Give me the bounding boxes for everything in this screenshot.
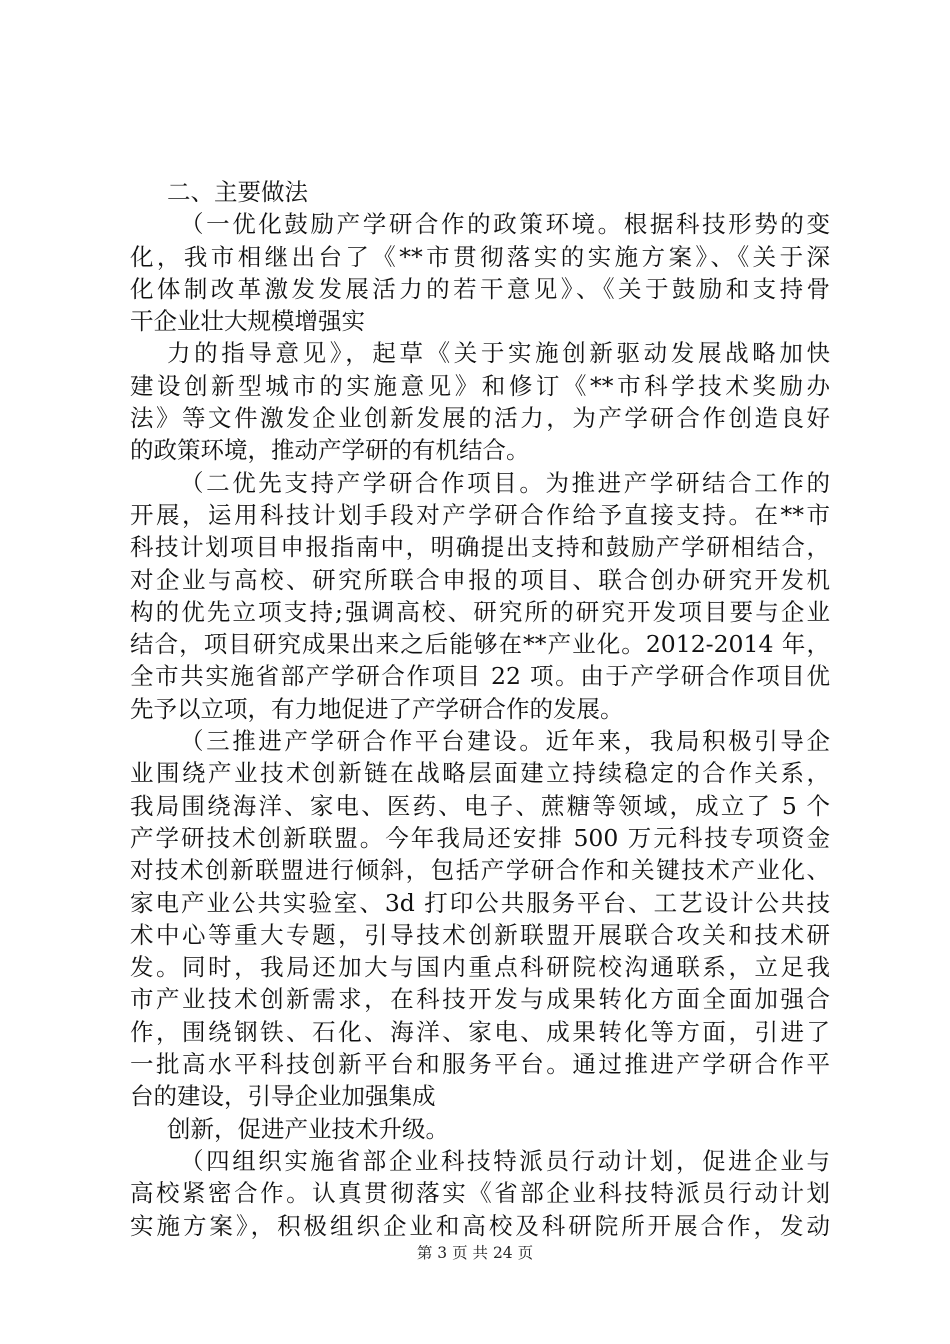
text-line: 我局围绕海洋、家电、医药、电子、蔗糖等领域，成立了 5 个 <box>130 791 830 820</box>
text-line: 结合，项目研究成果出来之后能够在**产业化。2012-2014 年， <box>130 630 830 659</box>
text-line: 对企业与高校、研究所联合申报的项目、联合创办研究开发机 <box>130 565 830 594</box>
text-line: 干企业壮大规模增强实 <box>130 307 365 336</box>
text-line: 高校紧密合作。认真贯彻落实《省部企业科技特派员行动计划 <box>130 1179 830 1208</box>
text-line: 产学研技术创新联盟。今年我局还安排 500 万元科技专项资金 <box>130 823 830 852</box>
text-line: （一优化鼓励产学研合作的政策环境。根据科技形势的变 <box>180 210 830 239</box>
text-line: 构的优先立项支持;强调高校、研究所的研究开发项目要与企业 <box>130 597 830 626</box>
text-line: 作，围绕钢铁、石化、海洋、家电、成果转化等方面，引进了 <box>130 1017 830 1046</box>
text-line: 业围绕产业技术创新链在战略层面建立持续稳定的合作关系， <box>130 759 830 788</box>
text-line: 二、主要做法 <box>167 178 308 206</box>
text-line: 台的建设，引导企业加强集成 <box>130 1082 436 1111</box>
text-line: 先予以立项，有力地促进了产学研合作的发展。 <box>130 694 624 723</box>
text-line: （二优先支持产学研合作项目。为推进产学研结合工作的 <box>180 468 830 497</box>
text-line: 市产业技术创新需求，在科技开发与成果转化方面全面加强合 <box>130 985 830 1014</box>
text-line: 的政策环境，推动产学研的有机结合。 <box>130 436 530 465</box>
text-line: 科技计划项目申报指南中，明确提出支持和鼓励产学研相结合， <box>130 533 830 562</box>
text-line: 化体制改革激发发展活力的若干意见》、《关于鼓励和支持骨 <box>130 274 830 303</box>
text-line: （三推进产学研合作平台建设。近年来，我局积极引导企 <box>180 727 830 756</box>
text-line: 法》等文件激发企业创新发展的活力，为产学研合作创造良好 <box>130 404 830 433</box>
text-line: 术中心等重大专题，引导技术创新联盟开展联合攻关和技术研 <box>130 920 830 949</box>
text-line: 化，我市相继出台了《**市贯彻落实的实施方案》、《关于深 <box>130 242 830 271</box>
text-line: （四组织实施省部企业科技特派员行动计划，促进企业与 <box>180 1146 830 1175</box>
text-line: 发。同时，我局还加大与国内重点科研院校沟通联系，立足我 <box>130 953 830 982</box>
document-body <box>130 176 830 1242</box>
text-line: 实施方案》，积极组织企业和高校及科研院所开展合作，发动 <box>130 1211 830 1240</box>
page-footer: 第 3 页 共 24 页 <box>416 1244 534 1262</box>
text-line: 力的指导意见》，起草《关于实施创新驱动发展战略加快 <box>167 339 830 368</box>
text-line: 家电产业公共实验室、3d 打印公共服务平台、工艺设计公共技 <box>130 888 830 917</box>
text-line: 创新，促进产业技术升级。 <box>167 1114 449 1143</box>
text-line: 全市共实施省部产学研合作项目 22 项。由于产学研合作项目优 <box>130 662 830 691</box>
text-line: 一批高水平科技创新平台和服务平台。通过推进产学研合作平 <box>130 1050 830 1079</box>
text-line: 建设创新型城市的实施意见》和修订《**市科学技术奖励办 <box>130 371 830 400</box>
text-line: 开展，运用科技计划手段对产学研合作给予直接支持。在**市 <box>130 500 830 529</box>
text-line: 对技术创新联盟进行倾斜，包括产学研合作和关键技术产业化、 <box>130 856 830 885</box>
